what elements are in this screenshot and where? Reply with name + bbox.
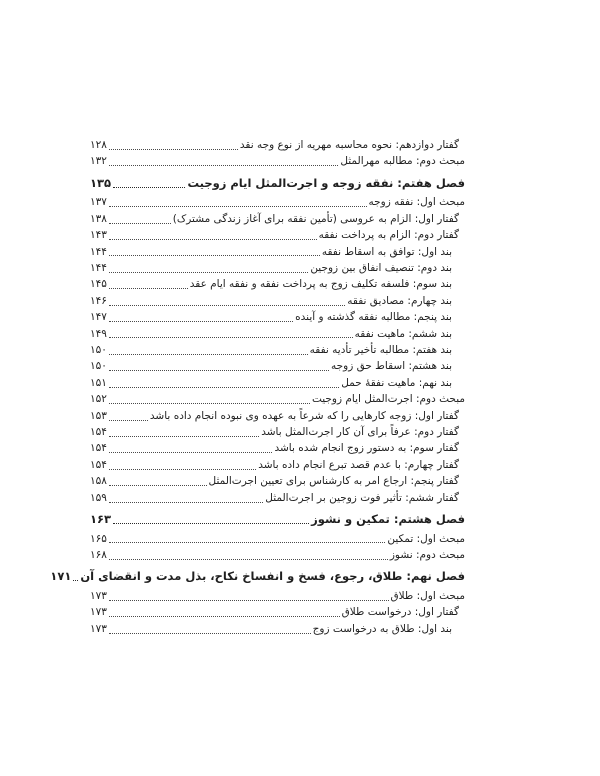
toc-entry xyxy=(90,358,465,374)
toc-entry-title: بند هفتم: مطالبه تأخیر تأدیه نفقه xyxy=(309,343,452,356)
toc-entry-page-number: ۱۶۵ xyxy=(90,532,107,545)
toc-entry-page-number: ۱۶۳ xyxy=(90,512,112,527)
toc-entry xyxy=(90,531,465,547)
toc-entry-page-number: ۱۵۴ xyxy=(90,426,107,438)
dot-leader xyxy=(109,452,273,453)
toc-entry xyxy=(90,137,465,153)
toc-entry-page-number: ۱۵۹ xyxy=(90,491,107,504)
dot-leader xyxy=(109,223,171,224)
toc-entry xyxy=(90,457,465,473)
dot-leader xyxy=(109,600,389,601)
toc-entry-page-number: ۱۴۷ xyxy=(90,311,107,324)
toc-entry-page-number: ۱۳۷ xyxy=(90,196,107,209)
dot-leader xyxy=(109,559,388,560)
toc-entry-title: بند دوم: تنصیف انفاق بین زوجین xyxy=(310,261,452,274)
table-of-contents xyxy=(50,137,465,637)
toc-entry-page-number: ۱۷۱ xyxy=(50,569,72,584)
toc-entry xyxy=(90,293,465,309)
toc-entry-title: مبحث اول: تمکین xyxy=(387,532,465,545)
toc-entry xyxy=(90,391,465,407)
toc-entry-title: مبحث دوم: مطالبه مهرالمثل xyxy=(340,155,465,168)
toc-entry-title: بند پنجم: مطالبه نفقه گذشته و آینده xyxy=(295,311,452,324)
toc-entry-page-number: ۱۷۳ xyxy=(90,622,107,635)
toc-entry-title: مبحث اول: طلاق xyxy=(390,589,465,602)
dot-leader xyxy=(109,633,311,634)
toc-entry xyxy=(90,342,465,358)
toc-entry xyxy=(90,260,465,276)
toc-entry-page-number: ۱۵۰ xyxy=(90,343,107,356)
toc-entry-title: فصل نهم: طلاق، رجوع، فسخ و انفساخ نکاح، بذل مدت و انقضای آن xyxy=(80,569,465,584)
toc-entry xyxy=(90,604,465,620)
toc-entry-page-number: ۱۴۴ xyxy=(90,245,107,258)
toc-entry xyxy=(90,511,465,528)
toc-entry xyxy=(90,547,465,563)
dot-leader xyxy=(109,387,339,388)
toc-entry-title: گفتار دوم: الزام به پرداخت نفقه xyxy=(318,229,459,242)
toc-entry xyxy=(90,326,465,342)
dot-leader xyxy=(109,370,329,371)
toc-entry xyxy=(90,473,465,489)
toc-entry-title: مبحث اول: نفقه زوجه xyxy=(368,196,465,209)
toc-entry xyxy=(90,309,465,325)
toc-entry-page-number: ۱۴۹ xyxy=(90,327,107,340)
dot-leader xyxy=(109,337,353,338)
toc-entry xyxy=(90,276,465,292)
toc-entry-title: فصل هفتم: نفقه زوجه و اجرت‌المثل ایام زوجیت xyxy=(187,175,465,190)
dot-leader xyxy=(109,436,259,437)
toc-entry-page-number: ۱۳۵ xyxy=(90,175,112,190)
toc-entry-page-number: ۱۷۳ xyxy=(90,589,107,602)
dot-leader xyxy=(109,255,320,256)
toc-entry-title: گفتار اول: الزام به عروسی (تأمین نفقه برای آغاز زندگی مشترک) xyxy=(172,212,459,225)
toc-entry-page-number: ۱۴۴ xyxy=(90,261,107,274)
toc-entry-page-number: ۱۵۰ xyxy=(90,360,107,373)
toc-entry-title: بند چهارم: مصادیق نفقه xyxy=(347,294,452,307)
dot-leader xyxy=(109,469,256,470)
toc-entry xyxy=(90,211,465,227)
toc-entry-page-number: ۱۶۸ xyxy=(90,548,107,561)
toc-entry xyxy=(90,588,465,604)
toc-entry xyxy=(90,490,465,506)
toc-entry xyxy=(90,153,465,169)
dot-leader xyxy=(109,403,310,404)
toc-entry-title: بند اول: توافق به اسقاط نفقه xyxy=(321,245,452,258)
toc-entry xyxy=(90,440,465,456)
toc-entry-page-number: ۱۵۴ xyxy=(90,458,107,471)
toc-entry-page-number: ۱۴۶ xyxy=(90,294,107,307)
dot-leader xyxy=(113,187,185,188)
dot-leader xyxy=(109,272,308,273)
toc-entry-title: بند نهم: ماهیت نفقهٔ حمل xyxy=(341,376,452,389)
toc-entry-page-number: ۱۲۸ xyxy=(90,139,107,151)
toc-entry xyxy=(90,408,465,424)
dot-leader xyxy=(109,616,340,617)
dot-leader xyxy=(109,321,293,322)
dot-leader xyxy=(109,149,238,150)
toc-entry-title: بند ششم: ماهیت نفقه xyxy=(354,327,452,340)
dot-leader xyxy=(113,523,309,524)
toc-entry xyxy=(90,375,465,391)
dot-leader xyxy=(109,206,367,207)
dot-leader xyxy=(109,542,385,543)
toc-entry-title: گفتار چهارم: با عدم قصد تبرع انجام داده باشد xyxy=(258,458,459,471)
toc-entry-page-number: ۱۵۸ xyxy=(90,475,107,488)
toc-entry-title: فصل هشتم: تمکین و نشوز xyxy=(311,512,465,527)
dot-leader xyxy=(109,305,345,306)
dot-leader xyxy=(73,580,78,581)
dot-leader xyxy=(109,239,317,240)
dot-leader xyxy=(109,420,148,421)
toc-entry-page-number: ۱۷۳ xyxy=(90,606,107,619)
toc-entry xyxy=(90,227,465,243)
toc-entry-title: بند سوم: فلسفه تکلیف زوج به پرداخت نفقه و نفقه ایام عقد xyxy=(189,278,452,291)
toc-entry xyxy=(90,194,465,210)
toc-entry-title: گفتار دوم: عرفاً برای آن کار اجرت‌المثل باشد xyxy=(261,426,459,438)
toc-entry-page-number: ۱۳۲ xyxy=(90,155,107,168)
toc-entry-title: گفتار پنجم: ارجاع امر به کارشناس برای تعیین اجرت‌المثل xyxy=(208,475,459,488)
dot-leader xyxy=(109,354,308,355)
toc-entry-title: مبحث دوم: نشوز xyxy=(389,548,465,561)
toc-entry xyxy=(50,568,465,585)
dot-leader xyxy=(109,165,338,166)
toc-entry-title: گفتار ششم: تأثیر فوت زوجین بر اجرت‌المثل xyxy=(265,491,459,504)
toc-entry-page-number: ۱۵۲ xyxy=(90,393,107,406)
dot-leader xyxy=(109,288,188,289)
toc-entry-page-number: ۱۴۳ xyxy=(90,229,107,242)
toc-entry xyxy=(90,424,465,440)
toc-entry-title: بند هشتم: اسقاط حق زوجه xyxy=(331,360,452,373)
dot-leader xyxy=(109,485,207,486)
toc-entry-title: بند اول: طلاق به درخواست زوج xyxy=(312,622,452,635)
toc-entry xyxy=(90,621,465,637)
toc-entry-page-number: ۱۵۴ xyxy=(90,442,107,455)
toc-entry-page-number: ۱۴۵ xyxy=(90,278,107,291)
dot-leader xyxy=(109,502,263,503)
toc-entry xyxy=(90,175,465,192)
toc-entry-page-number: ۱۳۸ xyxy=(90,212,107,225)
toc-entry-page-number: ۱۵۱ xyxy=(90,376,107,389)
toc-entry-title: گفتار اول: درخواست طلاق xyxy=(341,606,459,619)
toc-entry xyxy=(90,244,465,260)
toc-entry-title: گفتار سوم: به دستور زوج انجام شده باشد xyxy=(274,442,459,455)
toc-entry-title: مبحث دوم: اجرت‌المثل ایام زوجیت xyxy=(311,393,465,406)
toc-entry-title: گفتار اول: زوجه کارهایی را که شرعاً به عهده وی نبوده انجام داده باشد xyxy=(149,409,459,422)
toc-entry-page-number: ۱۵۳ xyxy=(90,409,107,422)
toc-entry-title: گفتار دوازدهم: نحوه محاسبه مهریه از نوع وجه نقد xyxy=(239,139,459,151)
